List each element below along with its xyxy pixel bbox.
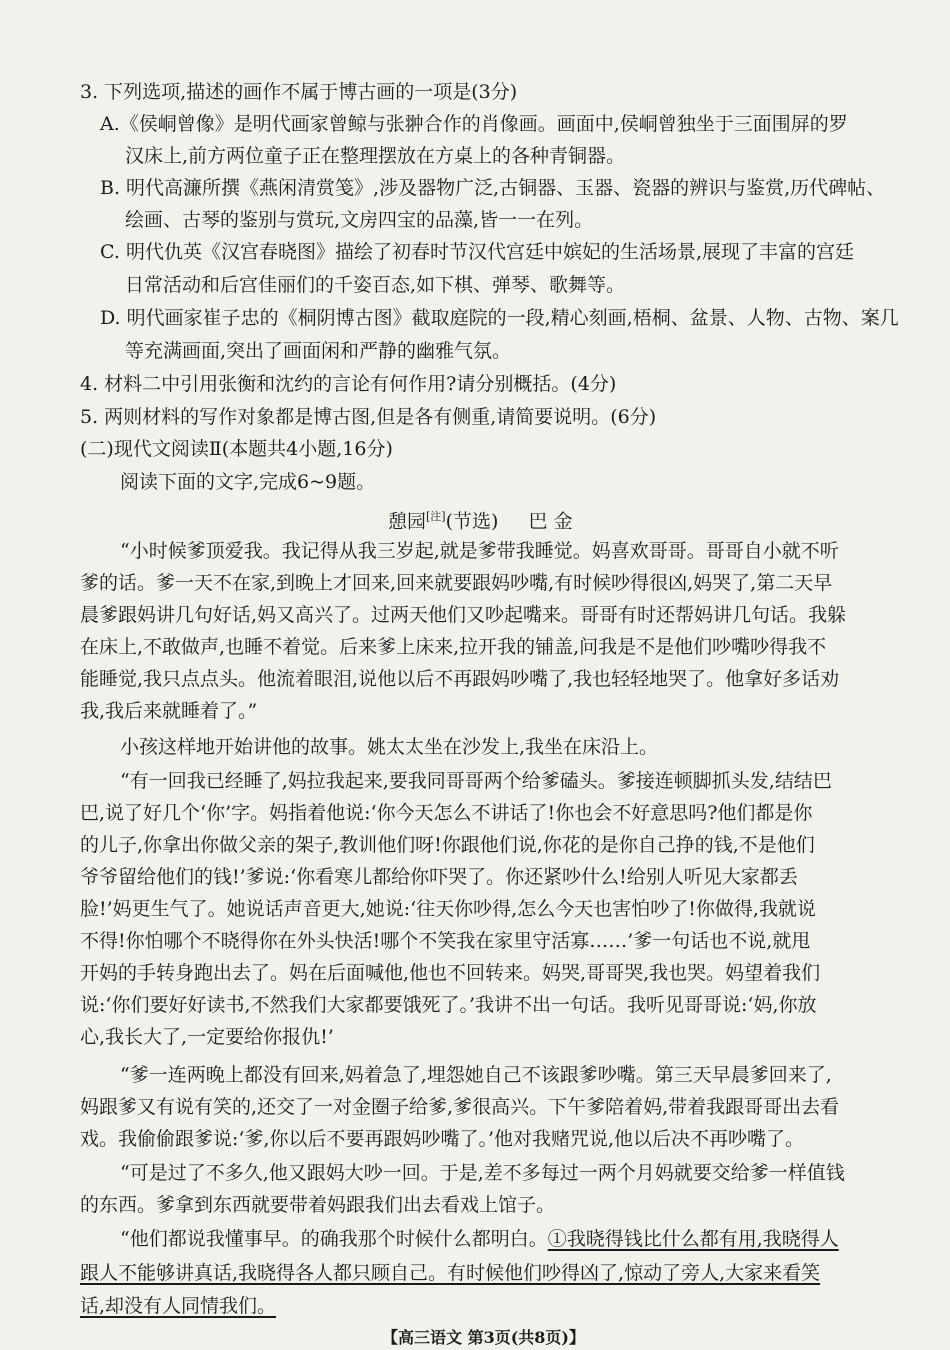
article-title-text: 憩园 (388, 510, 427, 533)
para2-line-1: 小孩这样地开始讲他的故事。姚太太坐在沙发上,我坐在床沿上。 (120, 736, 659, 758)
para6-line-1-plain: “他们都说我懂事早。的确我那个时候什么都明白。 (120, 1228, 548, 1250)
para6-line-3-underlined: 话,却没有人同情我们。 (80, 1295, 277, 1317)
para3-line-8: 说:‘你们要好好读书,不然我们大家都要饿死了。’我讲不出一句话。我听见哥哥说:‘妈,你放 (80, 994, 817, 1016)
option-c-line-2: 日常活动和后宫佳丽们的千姿百态,如下棋、弹琴、歌舞等。 (125, 274, 626, 296)
para1-line-3: 晨爹跟妈讲几句好话,妈又高兴了。过两天他们又吵起嘴来。哥哥有时还帮妈讲几句话。我躲 (80, 604, 847, 626)
option-a-line-1: A.《侯峒曾像》是明代画家曾鲸与张翀合作的肖像画。画面中,侯峒曾独坐于三面围屏的罗 (100, 113, 848, 135)
question-5: 5. 两则材料的写作对象都是博古图,但是各有侧重,请简要说明。(6分) (80, 406, 657, 428)
article-subtitle: (节选) (445, 510, 499, 533)
para1-line-2: 爹的话。爹一天不在家,到晚上才回来,回来就要跟妈吵嘴,有时候吵得很凶,妈哭了,第二天早 (80, 572, 833, 594)
para5-line-1: “可是过了不多久,他又跟妈大吵一回。于是,差不多每过一两个月妈就要交给爹一样值钱 (120, 1162, 845, 1184)
para1-line-5: 能睡觉,我只点点头。他流着眼泪,说他以后不再跟妈吵嘴了,我也轻轻地哭了。他拿好多话劝 (80, 668, 840, 690)
article-author: 巴 金 (528, 510, 573, 533)
para4-line-2: 妈跟爹又有说有笑的,还交了一对金圈子给爹,爹很高兴。下午爹陪着妈,带着我跟哥哥出去看 (80, 1096, 840, 1118)
article-title (388, 505, 573, 533)
para1-line-1: “小时候爹顶爱我。我记得从我三岁起,就是爹带我睡觉。妈喜欢哥哥。哥哥自小就不听 (120, 540, 839, 562)
option-b-line-2: 绘画、古琴的鉴别与赏玩,文房四宝的品藻,皆一一在列。 (125, 209, 594, 231)
option-d-line-2: 等充满画面,突出了画面闲和严静的幽雅气氛。 (125, 340, 512, 362)
question-4: 4. 材料二中引用张衡和沈约的言论有何作用?请分别概括。(4分) (80, 373, 617, 395)
para6-line-2-underlined: 跟人不能够讲真话,我晓得各人都只顾自己。有时候他们吵得凶了,惊动了旁人,大家来看笑 (80, 1262, 821, 1284)
option-b-line-1: B. 明代高濂所撰《燕闲清赏笺》,涉及器物广泛,古铜器、玉器、瓷器的辨识与鉴赏,历代碑帖、 (100, 177, 886, 199)
para3-line-9: 心,我长大了,一定要给你报仇!’ (80, 1026, 334, 1048)
para3-line-6: 不得!你怕哪个不晓得你在外头快活!哪个不笑我在家里守活寡……’爹一句话也不说,就甩 (80, 930, 811, 952)
para1-line-4: 在床上,不敢做声,也睡不着觉。后来爹上床来,拉开我的铺盖,问我是不是他们吵嘴吵得我不 (80, 636, 827, 658)
option-d-line-1: D. 明代画家崔子忠的《桐阴博古图》截取庭院的一段,精心刻画,梧桐、盆景、人物、古物、案几 (100, 307, 899, 329)
section-heading: (二)现代文阅读Ⅱ(本题共4小题,16分) (80, 438, 393, 460)
para3-line-2: 巴,说了好几个‘你’字。妈指着他说:‘你今天怎么不讲话了!你也会不好意思吗?他们都是你 (80, 802, 813, 824)
para5-line-2: 的东西。爹拿到东西就要带着妈跟我们出去看戏上馆子。 (80, 1194, 556, 1216)
option-c-line-1: C. 明代仇英《汉宫春晓图》描绘了初春时节汉代宫廷中嫔妃的生活场景,展现了丰富的宫廷 (100, 241, 854, 263)
para3-line-5: 脸!’妈更生气了。她说话声音更大,她说:‘往天你吵得,怎么今天也害怕吵了!你做得,我就说 (80, 898, 816, 920)
question-3-stem: 3. 下列选项,描述的画作不属于博古画的一项是(3分) (80, 81, 518, 103)
para3-line-3: 的儿子,你拿出你做父亲的架子,教训他们呀!你跟他们说,你花的是你自己挣的钱,不是他们 (80, 834, 815, 856)
para4-line-3: 戏。我偷偷跟爹说:‘爹,你以后不要再跟妈吵嘴了。’他对我赌咒说,他以后决不再吵嘴了。 (80, 1128, 805, 1150)
para3-line-7: 开妈的手转身跑出去了。妈在后面喊他,他也不回转来。妈哭,哥哥哭,我也哭。妈望着我们 (80, 962, 821, 984)
para6-line-1 (120, 1227, 839, 1251)
para3-line-1: “有一回我已经睡了,妈拉我起来,要我同哥哥两个给爹磕头。爹接连顿脚抓头发,结结巴 (120, 770, 832, 792)
article-note-mark: [注] (426, 510, 446, 523)
para4-line-1: “爹一连两晚上都没有回来,妈着急了,埋怨她自己不该跟爹吵嘴。第三天早晨爹回来了, (120, 1064, 832, 1086)
para6-line-1-underlined: ①我晓得钱比什么都有用,我晓得人 (547, 1228, 839, 1250)
option-a-line-2: 汉床上,前方两位童子正在整理摆放在方桌上的各种青铜器。 (125, 145, 626, 167)
para1-line-6: 我,我后来就睡着了。” (80, 700, 258, 722)
para3-line-4: 爷爷留给他们的钱!’爹说:‘你看寒儿都给你吓哭了。你还紧吵什么!给别人听见大家都丢 (80, 866, 798, 888)
page-footer: 【高三语文 第3页(共8页)】 (382, 1328, 585, 1347)
reading-instruction: 阅读下面的文字,完成6~9题。 (120, 471, 376, 493)
